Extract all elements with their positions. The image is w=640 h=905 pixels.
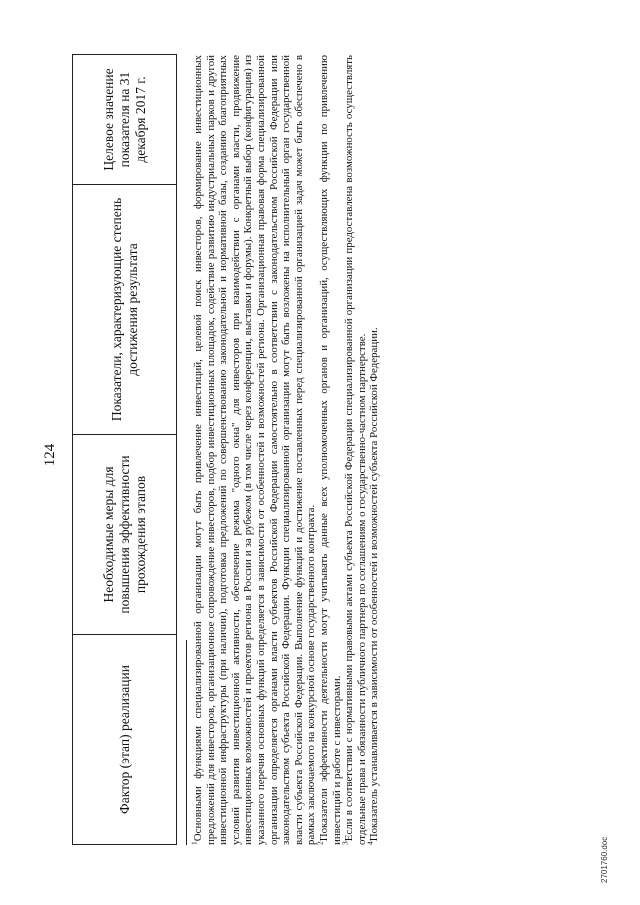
- footnote-text: Основными функциями специализированной организации могут быть привлечение инвестиций, целевой поиск инвесторов, формирование инвестиционных предложений для инвесторов, организационное сопровождение инвесторов, подбор инвестиционных площадок, содействие развитию индустриальных парков и другой инвестиционной инфраструктуры (при наличии), подготовка предложений по совершенствованию законодательной и нормативной базы, созданию благоприятных условий развития инвестиционной активности, обеспечение режима "одного окна" для инвесторов при взаимодействии с органами власти, продвижение инвестиционных возможностей и проектов региона в России и за рубежом (в том числе через конференции, выставки и форумы). Конкретный выбор (конфигурация) из указанного перечня основных функций определяется в зависимости от особенностей и возможностей региона. Организационная правовая форма специализированной организации определяется органами власти субъектов Российской Федерации самостоятельно в соответствии с законодательством Российской Федерации или законодательством субъекта Российской Федерации. Функции специализированной организации могут быть возложены на исполнительный орган государственной власти субъекта Российской Федерации. Выполнение функций и достижение поставленных перед специализированной организацией задач может быть обеспечено в рамках заключаемого на конкурсной основе государственного контракта.: [192, 55, 318, 845]
- table-header-row: [73, 55, 177, 845]
- header-measures: Необходимые меры для повышения эффективности прохождения этапов: [73, 435, 177, 635]
- footnote-2: [315, 55, 343, 845]
- header-indicators: Показатели, характеризующие степень достижения результата: [73, 185, 177, 435]
- header-target-value: Целевое значение показателя на 31 декабря 2017 г.: [73, 55, 177, 185]
- table-header: [72, 54, 177, 845]
- footnote-4: [365, 55, 381, 845]
- footnote-text: Показатель устанавливается в зависимости от особенностей и возможностей субъекта Российской Федерации.: [368, 327, 381, 842]
- footnote-text: Показатели эффективности деятельности могут учитывать данные всех уполномоченных органов и организаций, осуществляющих функции по привлечению инвестиций и работе с инвесторами.: [317, 55, 343, 845]
- footnote-3: [340, 55, 368, 845]
- footnote-mark: 4: [365, 841, 375, 845]
- page-number: 124: [42, 443, 58, 467]
- header-factor-stage: Фактор (этап) реализации: [73, 635, 177, 845]
- footnote-mark: 2: [315, 841, 325, 845]
- footnotes: [189, 55, 381, 845]
- footnote-mark: 3: [340, 841, 350, 845]
- footnote-text: Если в соответствии с нормативными правовыми актами субъекта Российской Федерации специализированной организации предоставлена возможность осуществлять отдельные права и обязанности публичного партнера по соглашениям о государственно-частном партнерстве.: [343, 55, 368, 845]
- document-filename: 2701760.doc: [600, 836, 609, 883]
- footnote-mark: 1: [189, 841, 199, 845]
- footnote-separator: [186, 640, 187, 845]
- footnote-1: [189, 55, 318, 845]
